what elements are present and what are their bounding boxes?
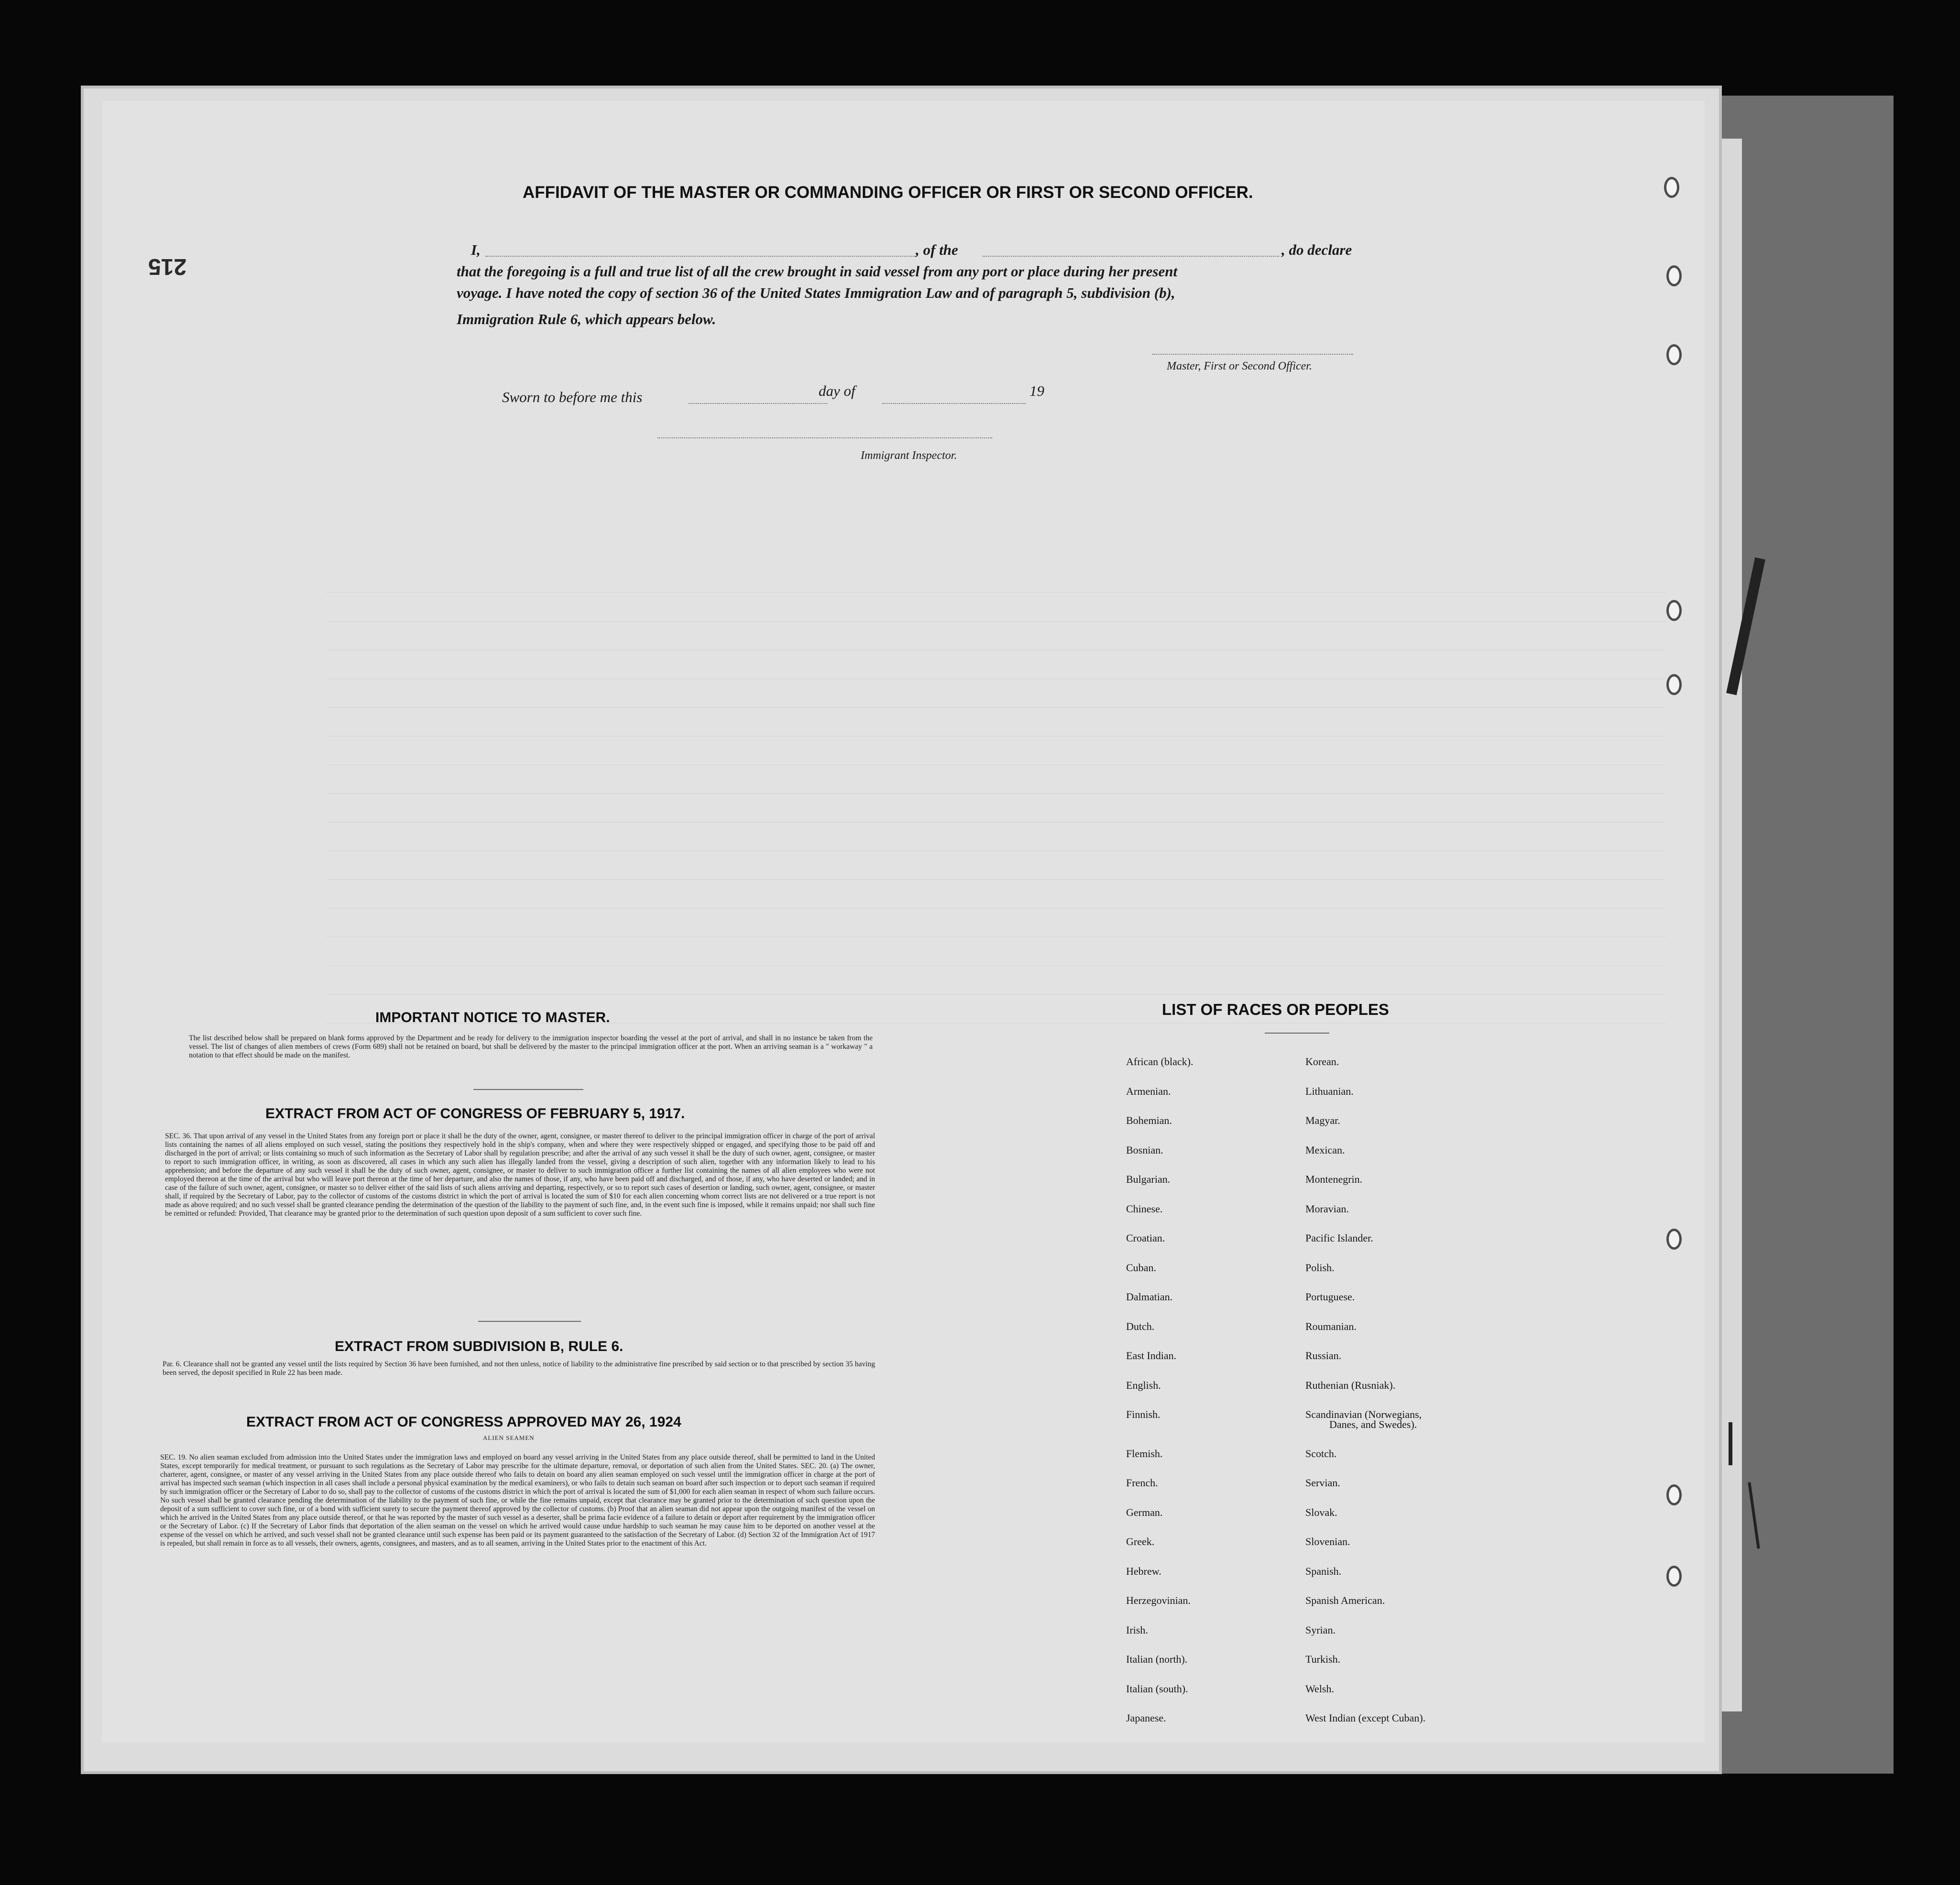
race-item: Dutch. — [1126, 1320, 1155, 1332]
sworn-label: Sworn to before me this — [502, 389, 643, 405]
race-item: Mexican. — [1305, 1144, 1345, 1156]
race-item: Pacific Islander. — [1305, 1232, 1373, 1244]
vessel-field[interactable] — [983, 256, 1279, 257]
master-signature-line[interactable] — [1152, 354, 1353, 355]
race-item: Syrian. — [1305, 1623, 1336, 1636]
punch-hole — [1666, 265, 1682, 286]
race-item: Armenian. — [1126, 1085, 1171, 1097]
day-of-label: day of — [819, 382, 855, 399]
extract-rule6-body: Par. 6. Clearance shall not be granted any vessel until the lists required by Section 36 have been furnished, and not then unless, notice of liability to the administrative fine prescribed by said section or to that prescribed by section 35 having been served, the deposit specified in Rule 22 has been made. — [163, 1360, 875, 1377]
inspector-signature-line[interactable] — [657, 437, 992, 438]
punch-hole — [1666, 600, 1682, 621]
race-item: English. — [1126, 1379, 1161, 1391]
race-item: Magyar. — [1305, 1114, 1340, 1126]
race-item: Lithuanian. — [1305, 1085, 1354, 1097]
section-divider — [473, 1089, 583, 1090]
race-item: Servian. — [1305, 1477, 1340, 1489]
race-item: Roumanian. — [1305, 1320, 1357, 1332]
race-item: French. — [1126, 1477, 1158, 1489]
race-item: Montenegrin. — [1305, 1173, 1363, 1185]
race-item: Slovenian. — [1305, 1536, 1350, 1547]
race-item: Herzegovinian. — [1126, 1594, 1191, 1606]
punch-hole — [1666, 1484, 1682, 1505]
affidavit-line-3: voyage. I have noted the copy of section 36 of the United States Immigration Law and of paragraph 5, subdivision (b), — [457, 284, 1175, 301]
of-the-label: , of the — [916, 241, 958, 258]
sworn-month-field[interactable] — [882, 403, 1026, 404]
punch-hole — [1666, 1229, 1682, 1250]
race-item: Chinese. — [1126, 1202, 1163, 1215]
race-item: Italian (north). — [1126, 1653, 1188, 1665]
race-item: Scandinavian (Norwegians, — [1305, 1408, 1422, 1420]
ink-stroke — [1729, 1422, 1732, 1465]
inspector-caption: Immigrant Inspector. — [861, 449, 957, 462]
affidavit-line-2: that the foregoing is a full and true list of all the crew brought in said vessel from any port or place during her present — [457, 263, 1178, 280]
race-item: Croatian. — [1126, 1232, 1165, 1244]
races-divider — [1265, 1033, 1329, 1034]
bleed-through-table — [327, 565, 1665, 1043]
declarant-name-field[interactable] — [485, 256, 916, 257]
race-item: Russian. — [1305, 1350, 1342, 1362]
race-item: Finnish. — [1126, 1408, 1161, 1420]
race-item: Turkish. — [1305, 1653, 1341, 1665]
extract-1917-body: SEC. 36. That upon arrival of any vessel in the United States from any foreign port or place it shall be the duty of the owner, agent, consignee, or master thereof to deliver to the principal immigration officer in charge of the port of arrival lists containing the names of all aliens employed on such vessel, stating the positions they respectively hold in the ship's company, when and where they were respectively shipped or engaged, and specifying those to be paid off and discharged in the port of arrival; or lists containing so much of such information as the Secretary of Labor shall by regulation prescribe; and after the arrival of any such vessel it shall be the duty of such owner, agent, consignee, or master to report to such immigration officer, in writing, as soon as discovered, all cases in which any such alien has illegally landed from the vessel, giving a description of such alien, together with any information likely to lead to his apprehension; and before the departure of any such vessel it shall be the duty of such owner, agent, consignee, or master to deliver to such immigration officer a further list containing the names of all alien employees who were not employed thereon at the time of the arrival but who will leave port thereon at the time of her departure, and also the names of those, if any, who have been paid off and discharged, and of those, if any, who have deserted or landed; and in case of the failure of such owner, agent, consignee, or master so to deliver either of the said lists of such aliens arriving and departing, respectively, or so to report such cases of desertion or landing, such owner, agent, consignee, or master shall, if required by the Secretary of Labor, pay to the collector of customs of the customs district in which the port of arrival is located the sum of $10 for each alien concerning whom correct lists are not delivered or a true report is not made as above required; and no such vessel shall be granted clearance pending the determination of the question of the liability to the payment of such fine, and, in the event such fine is imposed, while it remains unpaid; nor shall such fine be remitted or refunded: Provided, That clearance may be granted prior to the determination of such question upon deposit of a sum sufficient to cover such fine. — [165, 1132, 875, 1218]
master-signature-caption: Master, First or Second Officer. — [1167, 360, 1312, 372]
race-item: Flemish. — [1126, 1447, 1163, 1460]
section-divider — [478, 1321, 581, 1322]
race-item: Spanish American. — [1305, 1594, 1385, 1606]
extract-1924-body: SEC. 19. No alien seaman excluded from admission into the United States under the immigration laws and employed on board any vessel arriving in the United States from any place outside thereof, shall be permitted to land in the United States, except temporarily for medical treatment, or pursuant to such regulations as the Secretary of Labor may prescribe for the ultimate departure, removal, or deportation of such alien from the United States. SEC. 20. (a) The owner, charterer, agent, consignee, or master of any vessel arriving in the United States from any place outside thereof who fails to detain on board any alien seaman employed on such vessel until the immigration officer in charge at the port of arrival has inspected such seaman (which inspection in all cases shall include a personal physical examination by the medical examiners), or who fails to detain such seaman on board after such inspection or to deport such seaman if required by such immigration officer or the Secretary of Labor to do so, shall pay to the collector of customs of the customs district in which the port of arrival is located the sum of $1,000 for each alien seaman in respect of whom such failure occurs. No such vessel shall be granted clearance pending the determination of the liability to the payment of such fine, or while the fine remains unpaid, except that clearance may be granted prior to the determination of such question upon the deposit of a sum sufficient to cover such fine, or of a bond with sufficient surety to secure the payment thereof approved by the collector of customs. (b) Proof that an alien seaman did not appear upon the outgoing manifest of the vessel on which he arrived in the United States from any place outside thereof, or that he was reported by the master of such vessel as a deserter, shall be prima facie evidence of a failure to detain or deport after requirement by the immigration officer or the Secretary of Labor. (c) If the Secretary of Labor finds that deportation of the alien seaman on the vessel on which he arrived would cause undue hardship to such seaman he may cause him to be deported on another vessel at the expense of the vessel on which he arrived, and such vessel shall not be granted clearance until such expense has been paid or its payment guaranteed to the satisfaction of the Secretary of Labor. (d) Section 32 of the Immigration Act of 1917 is repealed, but shall remain in force as to all vessels, their owners, agents, consignees, and masters, and as to all seamen, arriving in the United States prior to the enactment of this Act. — [160, 1453, 875, 1547]
notice-title: IMPORTANT NOTICE TO MASTER. — [375, 1010, 610, 1025]
race-item: Scotch. — [1305, 1447, 1337, 1460]
sworn-day-field[interactable] — [689, 403, 827, 404]
races-title: LIST OF RACES OR PEOPLES — [1162, 1001, 1389, 1018]
race-item: Polish. — [1305, 1261, 1335, 1274]
race-item: Dalmatian. — [1126, 1291, 1173, 1303]
race-item: Greek. — [1126, 1536, 1155, 1547]
race-item: Spanish. — [1305, 1565, 1342, 1577]
race-item: Portuguese. — [1305, 1291, 1355, 1303]
declare-label: , do declare — [1281, 241, 1352, 258]
punch-hole — [1666, 344, 1682, 365]
extract-1924-subtitle: ALIEN SEAMEN — [483, 1434, 535, 1441]
notice-body: The list described below shall be prepared on blank forms approved by the Department and be ready for delivery to the immigration inspector boarding the vessel at the port of arrival, and shall in no instance be taken from the vessel. The list of changes of alien members of crews (Form 689) shall not be retained on board, but shall be delivered by the master to the principal immigration officer at the port. When an arriving seaman is a " workaway " a notation to that effect should be made on the manifest. — [189, 1034, 873, 1059]
race-item: West Indian (except Cuban). — [1305, 1712, 1426, 1724]
race-item: Welsh. — [1305, 1682, 1334, 1695]
year-prefix: 19 — [1029, 382, 1044, 399]
race-item: Bohemian. — [1126, 1114, 1172, 1126]
race-item: Italian (south). — [1126, 1682, 1188, 1695]
affidavit-line-4: Immigration Rule 6, which appears below. — [457, 311, 716, 327]
race-item: Korean. — [1305, 1056, 1339, 1068]
affidavit-title: AFFIDAVIT OF THE MASTER OR COMMANDING OFFICER OR FIRST OR SECOND OFFICER. — [523, 183, 1253, 202]
race-item: Moravian. — [1305, 1202, 1349, 1215]
race-item: Irish. — [1126, 1623, 1148, 1636]
race-item: African (black). — [1126, 1056, 1194, 1068]
race-item: Cuban. — [1126, 1261, 1156, 1274]
race-item: German. — [1126, 1506, 1163, 1518]
punch-hole — [1666, 674, 1682, 695]
race-item: East Indian. — [1126, 1350, 1177, 1362]
race-item: Slovak. — [1305, 1506, 1337, 1518]
race-item: Hebrew. — [1126, 1565, 1161, 1577]
race-item-scandinavian-cont: Danes, and Swedes). — [1329, 1418, 1417, 1430]
declarant-label: I, — [471, 241, 481, 258]
extract-1917-title: EXTRACT FROM ACT OF CONGRESS OF FEBRUARY 5, 1917. — [265, 1106, 685, 1122]
punch-hole — [1666, 1566, 1682, 1587]
race-item: Bulgarian. — [1126, 1173, 1171, 1185]
race-item: Bosnian. — [1126, 1144, 1163, 1156]
race-item: Japanese. — [1126, 1712, 1166, 1724]
extract-1924-title: EXTRACT FROM ACT OF CONGRESS APPROVED MAY 26, 1924 — [246, 1414, 681, 1430]
stamp-number: 215 — [148, 254, 187, 279]
extract-rule6-title: EXTRACT FROM SUBDIVISION B, RULE 6. — [335, 1339, 624, 1354]
punch-hole — [1664, 177, 1679, 198]
race-item: Ruthenian (Rusniak). — [1305, 1379, 1396, 1391]
